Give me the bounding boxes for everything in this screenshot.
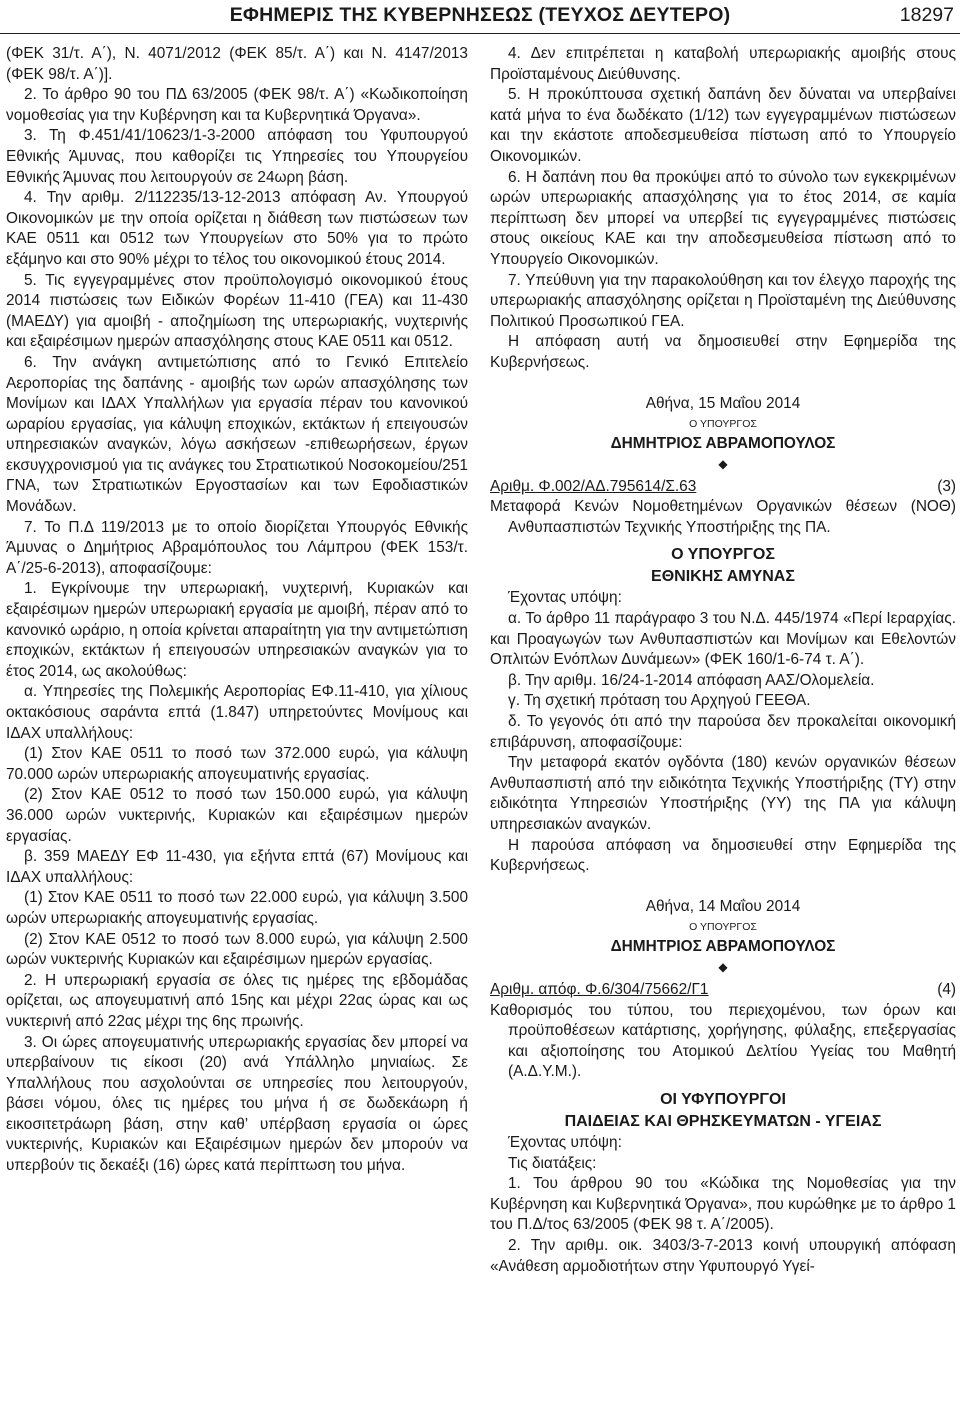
signature-role: Ο ΥΠΟΥΡΓΟΣ [689,921,757,934]
decision-reference-line [490,477,956,498]
authority-heading: ΟΙ ΥΦΥΠΟΥΡΓΟΙ [660,1090,786,1108]
paragraph: (ΦΕΚ 31/τ. Α΄), Ν. 4071/2012 (ΦΕΚ 85/τ. Α΄) και Ν. 4147/2013 (ΦΕΚ 98/τ. Α΄)]. [6,45,468,83]
right-column [490,44,956,1277]
authority-heading: ΠΑΙΔΕΙΑΣ ΚΑΙ ΘΡΗΣΚΕΥΜΑΤΩΝ - ΥΓΕΙΑΣ [564,1112,882,1130]
decision-number: (3) [937,477,956,495]
paragraph: γ. Τη σχετική πρόταση του Αρχηγού ΓΕΕΘΑ. [508,692,811,710]
paragraph: 4. Δεν επιτρέπεται η καταβολή υπερωριακής αμοιβής στους Προϊσταμένους Διεύθυνσης. [490,45,956,83]
signature-date: Αθήνα, 14 Μαΐου 2014 [645,897,801,915]
paragraph: 6. Η δαπάνη που θα προκύψει από το σύνολο των εγκεκριμένων ωρών υπερωριακής απασχόλησης για το έτος 2014, σε καμία περίπτωση δεν μπορεί να υπερβεί τις εγγεγραμμένες πιστώσεις στους οικείους ΚΑΕ και την αποδεσμευθείσα πίστωση από το Υπουργείο Οικονομικών. [490,168,956,268]
decision-subject: Μεταφορά Κενών Νομοθετημένων Οργανικών θέσεων (ΝΟΘ) Ανθυπασπιστών Τεχνικής Υποστήριξης της ΠΑ. [490,498,956,536]
diamond-separator-icon: ◆ [718,959,728,974]
gazette-title: ΕΦΗΜΕΡΙΣ ΤΗΣ ΚΥΒΕΡΝΗΣΕΩΣ (ΤΕΥΧΟΣ ΔΕΥΤΕΡΟ) [229,4,731,26]
decision-number: (4) [937,980,956,998]
decision-reference-line [490,980,956,1001]
paragraph: 5. Η προκύπτουσα σχετική δαπάνη δεν δύναται να υπερβαίνει κατά μήνα το ένα δωδέκατο (1/12) των εγγεγραμμένων πιστώσεων και την εκάστοτε αποδεσμευθείσα πίστωση από το Υπουργείο Οικονομικών. [490,86,956,165]
paragraph: β. Την αριθμ. 16/24-1-2014 απόφαση ΑΑΣ/Ολομελεία. [508,671,875,689]
paragraph: (2) Στον ΚΑΕ 0512 το ποσό των 150.000 ευρώ, για κάλυψη 36.000 ωρών νυκτερινής, Κυριακών και εξαιρέσιμων ημερών εργασίας. [6,786,468,845]
paragraph: 3. Τη Φ.451/41/10623/1-3-2000 απόφαση του Υφυπουργού Εθνικής Άμυνας, που καθορίζει τις Υπηρεσίες του Υπουργείου Εθνικής Άμυνας που λειτουργούν σε 24ωρη βάση. [6,127,468,186]
paragraph: 2. Την αριθμ. οικ. 3403/3-7-2013 κοινή υπουργική απόφαση «Ανάθεση αρμοδιοτήτων στην Υφυπουργό Υγεί- [490,1236,956,1275]
authority-heading: Ο ΥΠΟΥΡΓΟΣ [671,546,775,564]
decision-reference: Αριθμ. Φ.002/ΑΔ.795614/Σ.63 [490,477,697,495]
paragraph: 2. Το άρθρο 90 του ΠΔ 63/2005 (ΦΕΚ 98/τ. Α΄) «Κωδικοποίηση νομοθεσίας για την Κυβέρνηση και τα Κυβερνητικά Όργανα». [6,86,468,124]
paragraph: 2. Η υπερωριακή εργασία σε όλες τις ημέρες της εβδομάδας ορίζεται, ως απογευματινή από 15ης και μέχρι 22ας ώρας και ως νυκτερινή από 22ας μέχρι της 6ης πρωινής. [6,971,468,1030]
paragraph: (2) Στον ΚΑΕ 0512 το ποσό των 8.000 ευρώ, για κάλυψη 2.500 ωρών νυκτερινής Κυριακών και εξαιρέσιμων ημερών εργασίας. [6,930,468,969]
paragraph: 6. Την ανάγκη αντιμετώπισης από το Γενικό Επιτελείο Αεροπορίας της δαπάνης - αμοιβής των ωρών απασχόλησης των Μονίμων και ΙΔΑΧ Υπαλλήλων για εργασία πέραν του κανονικού ωραρίου εργασίας, για κάλυψη εποχικών, εκτάκτων ή επειγουσών υπηρεσιακών αναγκών, λόγω ασκήσεων -επιθεωρήσεων, έργων εκσυγχρονισμού για τις ανάγκες του Στρατιωτικού Νοσοκομείου/251 ΓΝΑ, των Στρατιωτικών Εργοστασίων και των Εφοδιαστικών Μονάδων. [6,353,468,516]
paragraph: Τις διατάξεις: [508,1154,597,1172]
paragraph: Έχοντας υπόψη: [508,589,622,607]
page-number: 18297 [899,4,954,26]
paragraph: α. Το άρθρο 11 παράγραφο 3 του Ν.Δ. 445/1974 «Περί Ιεραρχίας. και Προαγωγών των Ανθυπασπιστών και Μονίμων και Εθελοντών Οπλιτών Ενόπλων Δυνάμεων» (ΦΕΚ 160/1-6-74 τ. Α΄). [490,610,956,669]
diamond-separator-icon: ◆ [718,456,728,471]
paragraph: 5. Τις εγγεγραμμένες στον προϋπολογισμό οικονομικού έτους 2014 πιστώσεις των Ειδικών Φορέων 11-410 (ΓΕΑ) και 11-430 (ΜΑΕΔΥ) για αμοιβή - αποζημίωση της υπερωριακής, νυχτερινής και εξαιρέσιμων ημερών απασχόλησης στους ΚΑΕ 0511 και 0512. [6,271,468,351]
paragraph: α. Υπηρεσίες της Πολεμικής Αεροπορίας ΕΦ.11-410, για χίλιους οκτακόσιους σαράντα επτά (1.847) υπηρετούντες Μονίμους και ΙΔΑΧ υπαλλήλους: [6,683,468,742]
paragraph: β. 359 ΜΑΕΔΥ ΕΦ 11-430, για εξήντα επτά (67) Μονίμους και ΙΔΑΧ υπαλλήλους: [6,848,468,886]
paragraph: 7. Το Π.Δ 119/2013 με το οποίο διορίζεται Υπουργός Εθνικής Άμυνας ο Δημήτριος Αβραμόπουλος του Λάμπρου (ΦΕΚ 153/τ. Α΄/25-6-2013), αποφασίζουμε: [6,518,468,577]
paragraph: 1. Του άρθρου 90 του «Κώδικα της Νομοθεσίας για την Κυβέρνηση και Κυβερνητικά Όργανα», που κυρώθηκε με το άρθρο 1 του Π.Δ/τος 63/2005 (ΦΕΚ 98 τ. Α΄/2005). [490,1175,956,1234]
signature-name: ΔΗΜΗΤΡΙΟΣ ΑΒΡΑΜΟΠΟΥΛΟΣ [610,938,836,956]
paragraph: 7. Υπεύθυνη για την παρακολούθηση και τον έλεγχο παροχής της υπερωριακής απασχόλησης ορίζεται η Προϊσταμένη της Διεύθυνσης Πολιτικού Προσωπικού ΓΕΑ. [490,271,956,330]
spacer [490,374,956,384]
decision-subject: Καθορισμός του τύπου, του περιεχομένου, των όρων και προϋποθέσεων κατάρτισης, χορήγησης, φύλαξης, επεξεργασίας και αξιοποίησης του Ατομικού Δελτίου Υγείας του Μαθητή (Α.Δ.Υ.Μ.). [490,1001,956,1081]
paragraph: 4. Την αριθμ. 2/112235/13-12-2013 απόφαση Αν. Υπουργού Οικονομικών με την οποία ορίζεται η διάθεση των πιστώσεων των ΚΑΕ 0511 και 0512 των Υπουργείων στο 50% για το πρώτο εξάμηνο και στο 90% μέχρι το τέλος του οικονομικού έτους 2014. [6,189,468,268]
paragraph: (1) Στον ΚΑΕ 0511 το ποσό των 22.000 ευρώ, για κάλυψη 3.500 ωρών υπερωριακής απογευματινής εργασίας. [6,889,468,927]
paragraph: 3. Οι ώρες απογευματινής υπερωριακής εργασίας δεν μπορεί να υπερβαίνουν τις είκοσι (20) ανά Υπάλληλο μηνιαίως. Σε Υπαλλήλους που ασχολούνται σε υπηρεσίες που λειτουργούν, βάσει νόμου, όλες τις ημέρες του μήνα ή σε δωδεκάωρη ή εικοσιτετράωρη βάση, στην καθ’ υπέρβαση εργασία οι ώρες νυκτερινής, Κυριακών και Εξαιρέσιμων ημερών δεν μπορούν να υπερβούν τις δεκαέξι (16) ώρες κατά περίπτωση του μήνα. [6,1033,468,1175]
paragraph: Η παρούσα απόφαση να δημοσιευθεί στην Εφημερίδα της Κυβερνήσεως. [490,836,956,875]
decision-reference: Αριθμ. απόφ. Φ.6/304/75662/Γ1 [490,980,709,998]
left-column [6,44,468,1177]
paragraph: Η απόφαση αυτή να δημοσιευθεί στην Εφημερίδα της Κυβερνήσεως. [490,333,956,371]
signature-name: ΔΗΜΗΤΡΙΟΣ ΑΒΡΑΜΟΠΟΥΛΟΣ [610,435,836,453]
paragraph: δ. Το γεγονός ότι από την παρούσα δεν προκαλείται οικονομική επιβάρυνση, αποφασίζουμε: [490,713,956,751]
paragraph: (1) Στον ΚΑΕ 0511 το ποσό των 372.000 ευρώ, για κάλυψη 70.000 ωρών υπερωριακής απογευματινής εργασίας. [6,745,468,783]
signature-role: Ο ΥΠΟΥΡΓΟΣ [689,418,757,431]
signature-date: Αθήνα, 15 Μαΐου 2014 [645,394,801,412]
paragraph: Την μεταφορά εκατόν ογδόντα (180) κενών οργανικών θέσεων Ανθυπασπιστή από την ειδικότητα Τεχνικής Υποστήριξης (ΤΥ) στην ειδικότητα Υπηρεσιών Υποστήριξης (ΥΥ) της ΠΑ για κάλυψη υπηρεσιακών αναγκών. [490,754,956,833]
spacer [490,877,956,887]
page-header [0,0,960,34]
paragraph: Έχοντας υπόψη: [508,1133,622,1151]
paragraph: 1. Εγκρίνουμε την υπερωριακή, νυχτερινή, Κυριακών και εξαιρέσιμων ημερών υπερωριακή εργασία με αμοιβή, πέραν από το κανονικό ωράριο, η οποία κρίνεται απαραίτητη για την αντιμετώπιση εποχικών, εκτάκτων ή επειγουσών υπηρεσιακών αναγκών για το έτος 2014, ως ακολούθως: [6,580,468,680]
authority-heading: ΕΘΝΙΚΗΣ ΑΜΥΝΑΣ [651,568,795,586]
